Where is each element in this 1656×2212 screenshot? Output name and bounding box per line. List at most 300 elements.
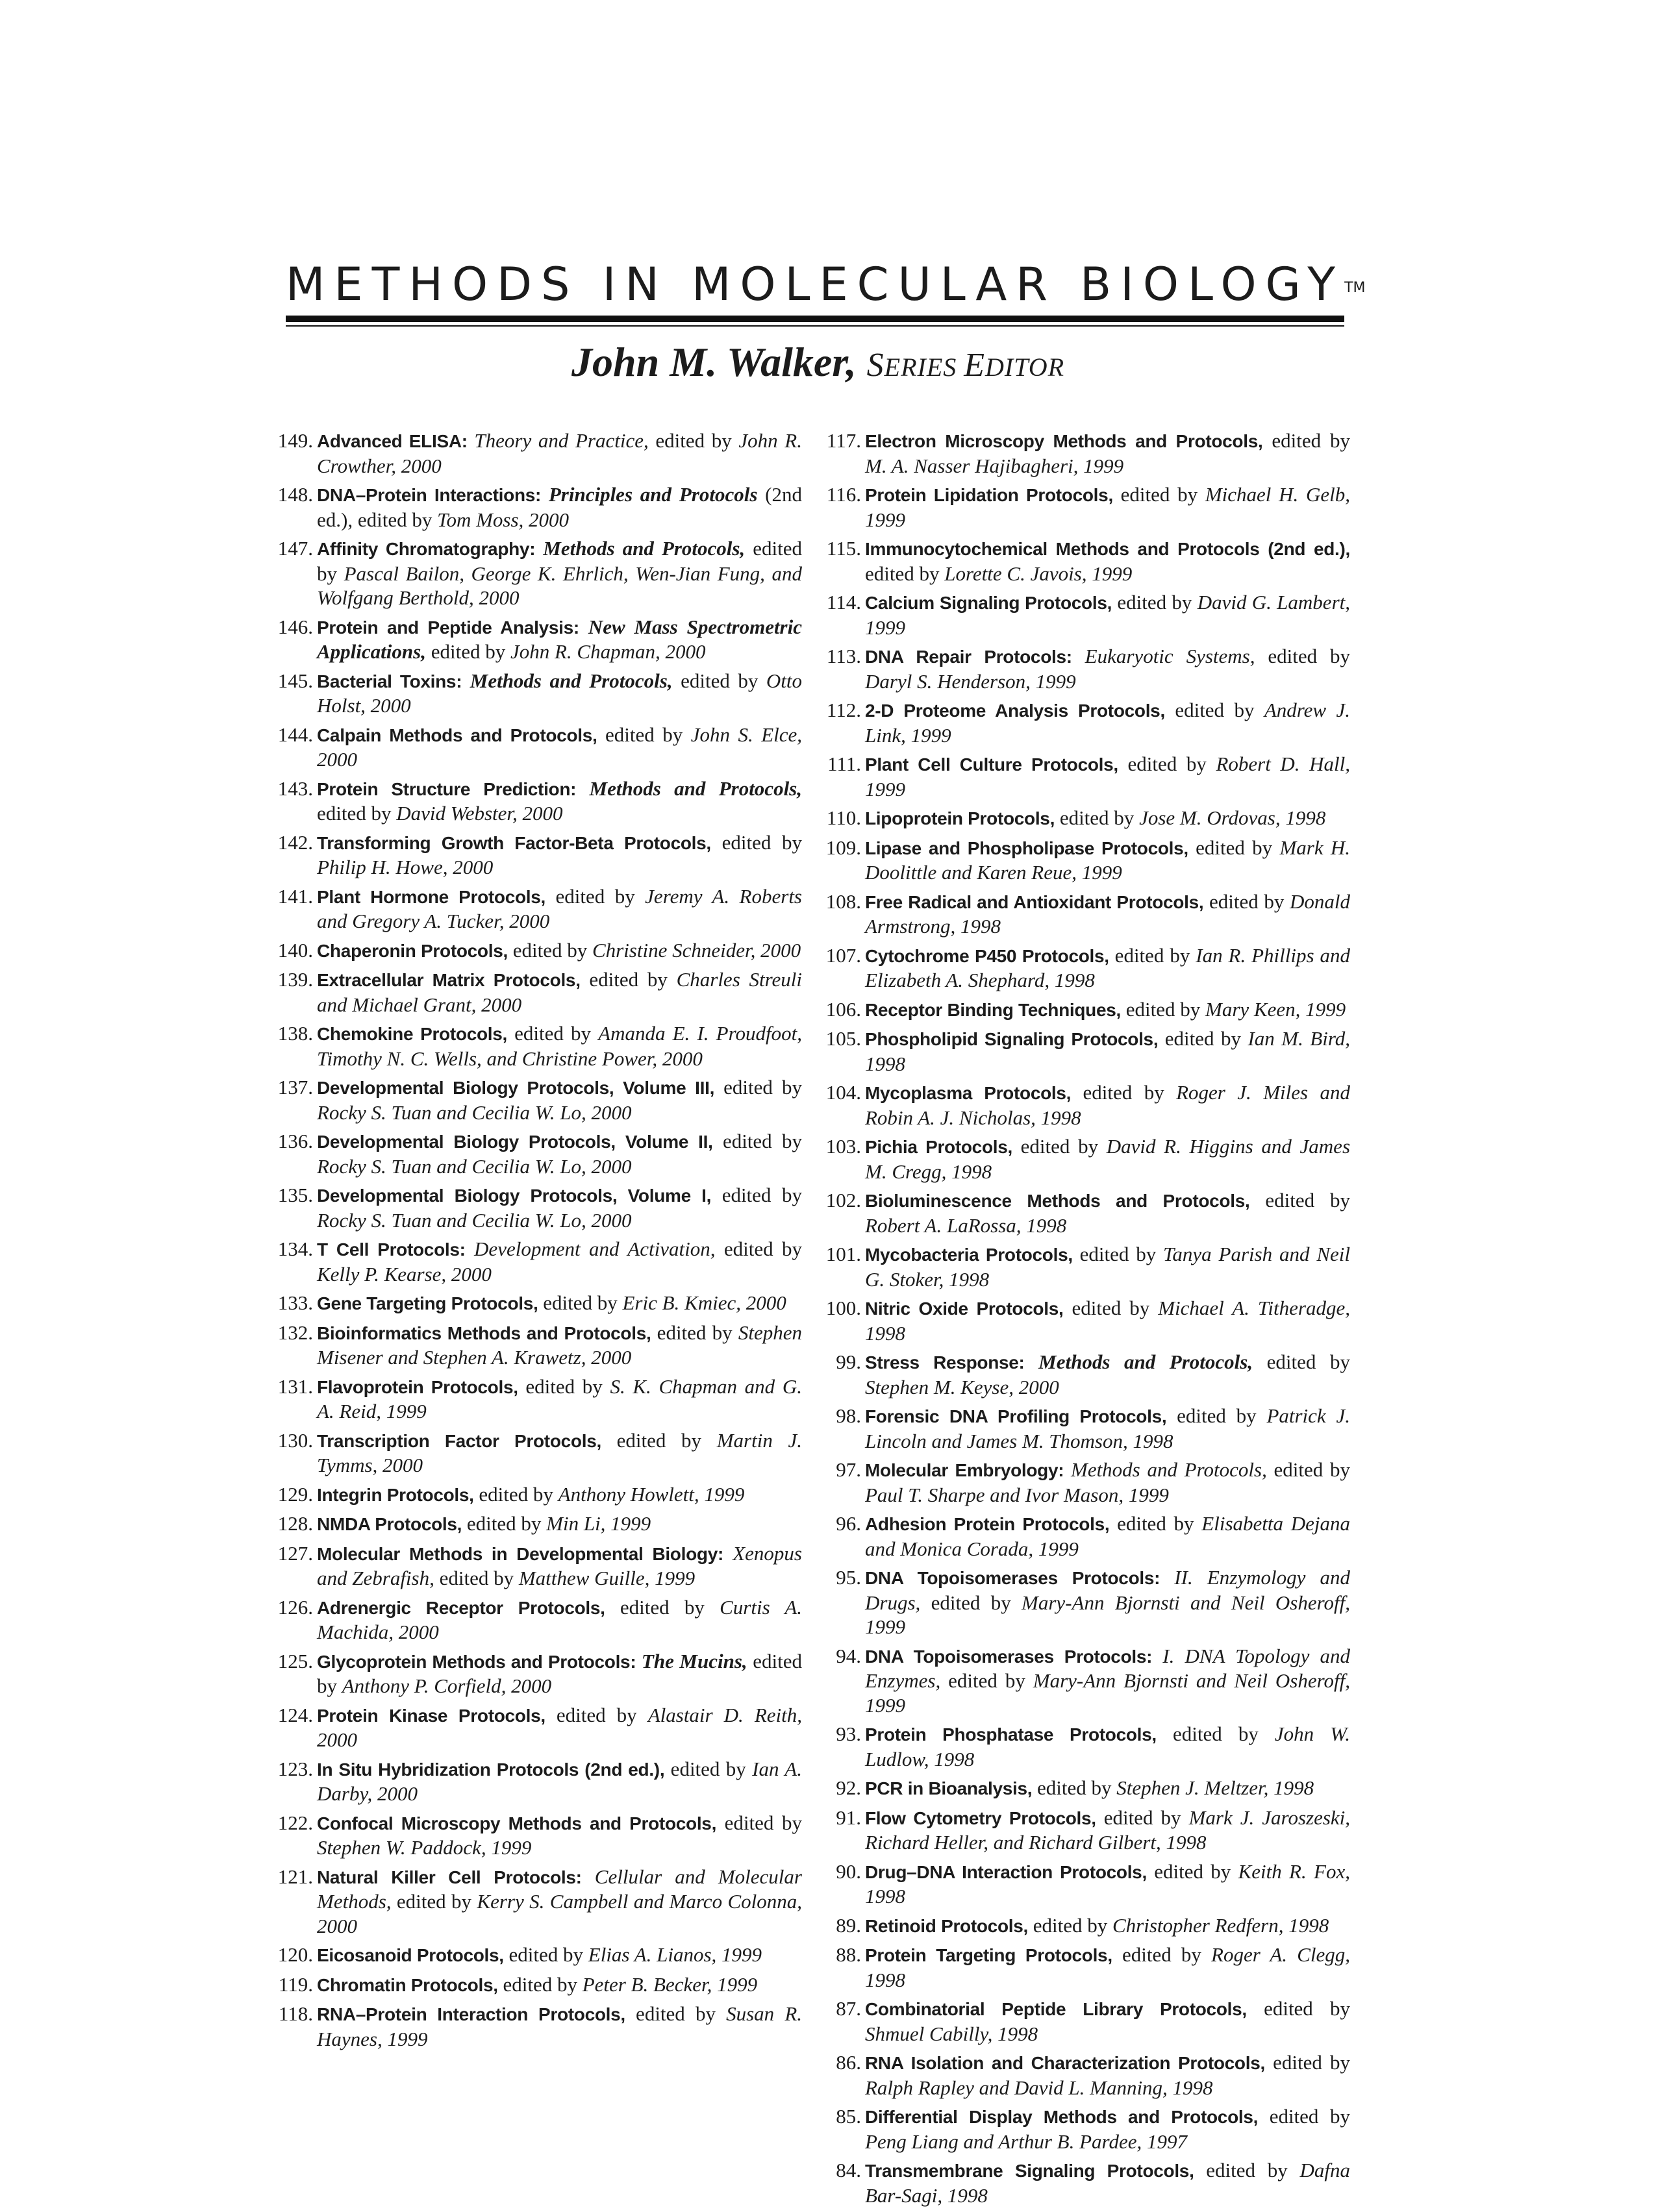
volume-title: Chaperonin Protocols, xyxy=(317,940,508,961)
volume-number: 99. xyxy=(836,1350,861,1373)
volume-title: Plant Cell Culture Protocols, xyxy=(865,754,1118,775)
volume-number: 86. xyxy=(836,2051,861,2074)
volume-title: Developmental Biology Protocols, Volume I, xyxy=(317,1186,712,1206)
series-editor-name: John M. Walker, xyxy=(571,339,857,385)
volume-editors: Stephen W. Paddock, 1999 xyxy=(317,1836,532,1859)
volume-list-item xyxy=(273,1129,802,1178)
edited-by-label: edited by xyxy=(865,562,945,585)
volume-list-item xyxy=(821,1996,1350,2046)
volume-list-item xyxy=(273,1374,802,1424)
volume-title: Phospholipid Signaling Protocols, xyxy=(865,1029,1159,1049)
volume-title: Lipase and Phospholipase Protocols, xyxy=(865,838,1188,858)
volume-list-item xyxy=(273,1291,802,1316)
volume-list-item xyxy=(821,1722,1350,1771)
volume-title: 2-D Proteome Analysis Protocols, xyxy=(865,701,1165,721)
edited-by-label: edited by xyxy=(580,968,677,991)
volume-title: Differential Display Methods and Protocols, xyxy=(865,2107,1259,2127)
volume-editors: David R. Higgins and James M. Cregg, 1998 xyxy=(865,1135,1351,1183)
volume-list-item xyxy=(273,884,802,934)
series-title xyxy=(286,258,1366,311)
volume-editors: Michael A. Titheradge, 1998 xyxy=(865,1297,1350,1345)
volume-editors: Jeremy A. Roberts and Gregory A. Tucker, 2000 xyxy=(317,884,802,932)
volume-list-item xyxy=(821,1913,1350,1939)
volume-list-item xyxy=(273,1237,802,1286)
volume-editors: Anthony Howlett, 1999 xyxy=(558,1482,745,1506)
volume-number: 124. xyxy=(277,1703,313,1726)
volume-editors: Michael H. Gelb, 1999 xyxy=(865,483,1350,531)
volume-editors: Rocky S. Tuan and Cecilia W. Lo, 2000 xyxy=(317,1154,632,1178)
edited-by-label: edited by xyxy=(1096,1806,1189,1829)
volume-subtitle-italic: Cellular and Molecular Methods, xyxy=(317,1865,802,1913)
volume-list-item xyxy=(273,1703,802,1752)
volume-list-item xyxy=(273,615,802,664)
edited-by-label: edited by xyxy=(1112,591,1198,614)
volume-list-item xyxy=(273,1972,802,1998)
volume-list-item xyxy=(821,997,1350,1023)
volume-list-item xyxy=(821,1026,1350,1076)
edited-by-label: edited by xyxy=(518,1374,610,1398)
volume-editors: John S. Elce, 2000 xyxy=(317,723,803,771)
volume-title: Mycobacteria Protocols, xyxy=(865,1245,1073,1265)
edited-by-label: edited by xyxy=(1071,1081,1177,1104)
volume-list-item xyxy=(821,2104,1350,2154)
volume-list-right-column xyxy=(821,429,1350,2212)
edited-by-label: edited by xyxy=(1109,1512,1202,1535)
volume-list-item xyxy=(821,1296,1350,1345)
header-rule-thin xyxy=(286,325,1344,327)
edited-by-label: edited by xyxy=(710,830,802,854)
volume-number: 140. xyxy=(277,938,313,962)
volume-subtitle-italic: Theory and Practice, xyxy=(467,429,649,452)
volume-number: 105. xyxy=(825,1027,861,1050)
volume-number: 90. xyxy=(836,1859,861,1883)
volume-editors: Dafna Bar-Sagi, 1998 xyxy=(865,2159,1351,2207)
volume-editors: Min Li, 1999 xyxy=(546,1512,651,1535)
volume-editors: Paul T. Sharpe and Ivor Mason, 1999 xyxy=(865,1483,1169,1506)
edited-by-label: edited by xyxy=(1063,1297,1159,1319)
volume-editors: Tom Moss, 2000 xyxy=(437,508,570,531)
volume-title: Integrin Protocols, xyxy=(317,1484,474,1505)
volume-title: Free Radical and Antioxidant Protocols, xyxy=(865,891,1204,912)
volume-title: T Cell Protocols: xyxy=(317,1239,466,1260)
volume-number: 112. xyxy=(826,699,861,721)
volume-list-item xyxy=(273,1183,802,1232)
volume-number: 89. xyxy=(836,1913,861,1937)
volume-number: 135. xyxy=(277,1184,313,1206)
volume-editors: Daryl S. Henderson, 1999 xyxy=(865,669,1076,693)
volume-editors: Philip H. Howe, 2000 xyxy=(317,856,494,878)
edited-by-label: edited by xyxy=(597,723,691,746)
edited-by-label: edited by xyxy=(716,1811,802,1834)
volume-title: Cytochrome P450 Protocols, xyxy=(865,945,1109,966)
volume-title: Drug–DNA Interaction Protocols, xyxy=(865,1861,1147,1882)
edited-by-label: edited by xyxy=(672,669,766,692)
volume-editors: Christopher Redfern, 1998 xyxy=(1112,1913,1329,1937)
volume-list-item xyxy=(821,1511,1350,1561)
volume-editors: Rocky S. Tuan and Cecilia W. Lo, 2000 xyxy=(317,1100,632,1124)
edited-by-label: edited by xyxy=(497,1972,583,1996)
volume-editors: Amanda E. I. Proudfoot, Timothy N. C. Wells, and Christine Power, 2000 xyxy=(317,1022,802,1070)
volume-subtitle-italic: Xenopus and Zebrafish, xyxy=(317,1541,802,1589)
volume-editors: Ian M. Bird, 1998 xyxy=(865,1027,1350,1075)
volume-title: DNA Topoisomerases Protocols: xyxy=(865,1646,1153,1667)
volume-title: Extracellular Matrix Protocols, xyxy=(317,970,581,990)
volume-editors: Stephen Misener and Stephen A. Krawetz, 2000 xyxy=(317,1321,803,1369)
volume-subtitle-italic: I. DNA Topology and Enzymes, xyxy=(865,1644,1351,1692)
volume-number: 115. xyxy=(826,537,861,560)
volume-title: Protein Lipidation Protocols, xyxy=(865,485,1113,505)
volume-number: 143. xyxy=(277,777,313,800)
volume-title: Advanced ELISA: xyxy=(317,431,468,451)
volume-list-item xyxy=(273,1943,802,1968)
volume-list-item xyxy=(273,1428,802,1478)
volume-editors: Ian R. Phillips and Elizabeth A. Shephard, 1998 xyxy=(865,943,1350,991)
volume-editors: David Webster, 2000 xyxy=(396,802,563,825)
edited-by-label: edited by xyxy=(425,640,510,663)
edited-by-label: edited by xyxy=(1012,1135,1107,1158)
edited-by-label: edited by xyxy=(391,1890,477,1913)
volume-subtitle: New Mass Spectrometric Applications, xyxy=(317,615,802,663)
volume-editors: David G. Lambert, 1999 xyxy=(865,591,1350,639)
volume-number: 149. xyxy=(277,429,313,452)
edited-by-label: edited by xyxy=(317,537,802,585)
volume-title: Molecular Embryology: xyxy=(865,1460,1064,1480)
volume-title: Developmental Biology Protocols, Volume III, xyxy=(317,1078,715,1098)
edited-by-label: edited by xyxy=(507,1022,599,1045)
edited-by-label: edited by xyxy=(1027,1913,1112,1937)
volume-list-item xyxy=(273,723,802,772)
edited-by-label: edited by xyxy=(1156,1722,1275,1745)
volume-subtitle-italic: Development and Activation, xyxy=(465,1237,716,1260)
volume-editors: Peng Liang and Arthur B. Pardee, 1997 xyxy=(865,2130,1187,2153)
volume-title: Protein Targeting Protocols, xyxy=(865,1945,1112,1965)
volume-number: 142. xyxy=(277,830,313,854)
edited-by-label: edited by xyxy=(1258,2105,1350,2128)
volume-editors: Shmuel Cabilly, 1998 xyxy=(865,2022,1038,2045)
volume-title: Molecular Methods in Developmental Biology: xyxy=(317,1543,723,1564)
edited-by-label: edited by xyxy=(538,1291,623,1314)
edited-by-label: edited by xyxy=(605,1595,720,1619)
volume-subtitle-italic: Methods and Protocols, xyxy=(1064,1458,1267,1481)
edited-by-label: edited by xyxy=(1112,483,1205,506)
volume-editors: Andrew J. Link, 1999 xyxy=(865,699,1351,747)
volume-editors: Kelly P. Kearse, 2000 xyxy=(317,1262,492,1286)
volume-list-item xyxy=(821,2158,1350,2207)
volume-number: 109. xyxy=(825,836,861,859)
volume-number: 127. xyxy=(277,1541,313,1565)
volume-editors: Anthony P. Corfield, 2000 xyxy=(342,1674,552,1697)
volume-list-item xyxy=(821,590,1350,640)
volume-number: 104. xyxy=(825,1081,861,1104)
volume-number: 95. xyxy=(836,1566,861,1589)
edited-by-label: edited by xyxy=(601,1428,717,1452)
volume-list-item xyxy=(821,1806,1350,1855)
volume-title: DNA Topoisomerases Protocols: xyxy=(865,1568,1160,1588)
volume-list-item xyxy=(821,1859,1350,1909)
edited-by-label: edited by xyxy=(317,1649,802,1697)
edited-by-label: (2nd ed.), edited by xyxy=(317,483,803,531)
volume-title: Calpain Methods and Protocols, xyxy=(317,725,597,745)
edited-by-label: edited by xyxy=(507,938,592,962)
volume-number: 126. xyxy=(277,1595,313,1619)
edited-by-label: edited by xyxy=(503,1943,588,1966)
volume-list-item xyxy=(273,830,802,880)
volume-list-item xyxy=(273,429,802,478)
volume-number: 98. xyxy=(836,1404,861,1427)
volume-list-item xyxy=(821,889,1350,939)
volume-editors: M. A. Nasser Hajibagheri, 1999 xyxy=(865,454,1124,477)
volume-editors: Kerry S. Campbell and Marco Colonna, 2000 xyxy=(317,1890,802,1937)
volume-number: 107. xyxy=(825,943,861,967)
volume-list-item xyxy=(273,1757,802,1806)
edited-by-label: edited by xyxy=(1121,997,1206,1021)
volume-number: 134. xyxy=(277,1237,313,1260)
volume-list-item xyxy=(273,1482,802,1508)
volume-title: Calcium Signaling Protocols, xyxy=(865,593,1112,613)
volume-title: Glycoprotein Methods and Protocols: xyxy=(317,1651,636,1672)
volume-editors: Peter B. Becker, 1999 xyxy=(582,1972,758,1996)
volume-list-item xyxy=(821,1134,1350,1184)
volume-number: 136. xyxy=(277,1130,313,1152)
volume-number: 106. xyxy=(825,997,861,1021)
volume-list-item xyxy=(273,482,802,532)
volume-title: Combinatorial Peptide Library Protocols, xyxy=(865,1999,1247,2019)
volume-subtitle: Methods and Protocols, xyxy=(535,537,746,560)
volume-list-item xyxy=(273,938,802,963)
volume-number: 132. xyxy=(277,1321,313,1344)
volume-title: Receptor Binding Techniques, xyxy=(865,999,1122,1020)
volume-list-item xyxy=(273,536,802,610)
edited-by-label: edited by xyxy=(1194,2159,1300,2181)
edited-by-label: edited by xyxy=(1262,429,1350,452)
volume-title: NMDA Protocols, xyxy=(317,1514,462,1534)
volume-number: 148. xyxy=(277,483,313,506)
header-rule-thick xyxy=(286,316,1344,322)
volume-list-item xyxy=(273,1595,802,1645)
volume-number: 100. xyxy=(825,1297,861,1319)
volume-list-item xyxy=(821,1943,1350,1992)
volume-number: 120. xyxy=(277,1943,313,1966)
volume-title: Retinoid Protocols, xyxy=(865,1915,1028,1936)
volume-editors: Robert A. LaRossa, 1998 xyxy=(865,1213,1067,1237)
volume-editors: Roger J. Miles and Robin A. J. Nicholas, 1998 xyxy=(865,1081,1350,1129)
volume-title: PCR in Bioanalysis, xyxy=(865,1778,1033,1798)
edited-by-label: edited by xyxy=(625,2002,727,2025)
edited-by-label: edited by xyxy=(1032,1776,1117,1799)
volume-editors: Ralph Rapley and David L. Manning, 1998 xyxy=(865,2076,1213,2099)
volume-title: Developmental Biology Protocols, Volume II, xyxy=(317,1132,713,1152)
volume-editors: Charles Streuli and Michael Grant, 2000 xyxy=(317,968,802,1016)
edited-by-label: edited by xyxy=(1253,1350,1350,1373)
volume-title: Chemokine Protocols, xyxy=(317,1024,507,1044)
volume-title: Transforming Growth Factor-Beta Protocols, xyxy=(317,832,711,853)
volume-title: Flavoprotein Protocols, xyxy=(317,1376,518,1397)
edited-by-label: edited by xyxy=(545,1703,648,1726)
volume-number: 93. xyxy=(836,1722,861,1745)
volume-title: Stress Response: xyxy=(865,1352,1025,1373)
volume-list-item xyxy=(273,669,802,718)
volume-list-item xyxy=(821,1565,1350,1639)
volume-list-item xyxy=(821,698,1350,747)
volume-editors: Mary Keen, 1999 xyxy=(1205,997,1346,1021)
volume-number: 94. xyxy=(836,1644,861,1667)
volume-title: Transmembrane Signaling Protocols, xyxy=(865,2161,1194,2181)
volume-editors: Patrick J. Lincoln and James M. Thomson, 1998 xyxy=(865,1404,1350,1452)
volume-list-item xyxy=(273,777,802,826)
volume-list-item xyxy=(821,1242,1350,1291)
volume-number: 129. xyxy=(277,1482,313,1506)
edited-by-label: edited by xyxy=(1055,806,1140,829)
volume-number: 117. xyxy=(826,429,861,452)
volume-list-item xyxy=(273,1811,802,1860)
volume-title: DNA–Protein Interactions: xyxy=(317,485,542,505)
volume-number: 131. xyxy=(277,1374,313,1398)
volume-title: Pichia Protocols, xyxy=(865,1137,1012,1157)
volume-editors: Eric B. Kmiec, 2000 xyxy=(622,1291,786,1314)
edited-by-label: edited by xyxy=(715,1237,802,1260)
volume-number: 110. xyxy=(826,806,861,829)
volume-number: 130. xyxy=(277,1428,313,1452)
volume-editors: Elisabetta Dejana and Monica Corada, 1999 xyxy=(865,1512,1350,1560)
volume-list-item xyxy=(273,1075,802,1125)
volume-number: 111. xyxy=(827,752,861,775)
volume-title: Mycoplasma Protocols, xyxy=(865,1083,1072,1103)
volume-editors: Mark H. Doolittle and Karen Reue, 1999 xyxy=(865,836,1350,884)
edited-by-label: edited by xyxy=(651,1321,738,1344)
volume-subtitle: Methods and Protocols, xyxy=(1024,1350,1253,1373)
volume-editors: Rocky S. Tuan and Cecilia W. Lo, 2000 xyxy=(317,1208,632,1232)
edited-by-label: edited by xyxy=(1118,752,1216,775)
volume-editors: Christine Schneider, 2000 xyxy=(592,938,801,962)
volume-number: 122. xyxy=(277,1811,313,1834)
volume-title: Protein and Peptide Analysis: xyxy=(317,617,579,638)
series-editor-role: SERIES EDITOR xyxy=(866,347,1065,384)
volume-editors: John W. Ludlow, 1998 xyxy=(865,1722,1350,1771)
volume-number: 139. xyxy=(277,968,313,991)
volume-title: RNA–Protein Interaction Protocols, xyxy=(317,2004,625,2024)
edited-by-label: edited by xyxy=(711,1184,802,1206)
volume-subtitle-italic: II. Enzymology and Drugs, xyxy=(865,1566,1350,1614)
volume-title: Plant Hormone Protocols, xyxy=(317,886,546,907)
volume-editors: Roger A. Clegg, 1998 xyxy=(865,1943,1350,1991)
volume-number: 92. xyxy=(836,1776,861,1799)
volume-title: DNA Repair Protocols: xyxy=(865,647,1072,667)
volume-title: Protein Structure Prediction: xyxy=(317,778,577,799)
volume-editors: S. K. Chapman and G. A. Reid, 1999 xyxy=(317,1374,802,1423)
volume-list-item xyxy=(821,943,1350,993)
edited-by-label: edited by xyxy=(1166,1404,1267,1427)
edited-by-label: edited by xyxy=(317,802,397,825)
volume-number: 128. xyxy=(277,1512,313,1535)
volume-subtitle: Principles and Protocols xyxy=(541,483,758,506)
volume-list-item xyxy=(821,1404,1350,1453)
volume-subtitle: Methods and Protocols, xyxy=(576,777,802,800)
volume-list-item xyxy=(273,1021,802,1071)
volume-list-item xyxy=(273,1865,802,1939)
volume-editors: Curtis A. Machida, 2000 xyxy=(317,1595,803,1643)
volume-title: In Situ Hybridization Protocols (2nd ed.), xyxy=(317,1759,665,1780)
volume-title: Confocal Microscopy Methods and Protocols, xyxy=(317,1813,717,1833)
edited-by-label: edited by xyxy=(1158,1027,1248,1050)
volume-number: 141. xyxy=(277,884,313,908)
edited-by-label: edited by xyxy=(434,1567,519,1589)
volume-title: Electron Microscopy Methods and Protocols, xyxy=(865,431,1263,451)
volume-editors: Mary-Ann Bjornsti and Neil Osheroff, 1999 xyxy=(865,1591,1350,1638)
volume-list-item xyxy=(821,806,1350,831)
volume-title: RNA Isolation and Characterization Protocols, xyxy=(865,2053,1265,2073)
volume-editors: Stephen M. Keyse, 2000 xyxy=(865,1375,1059,1398)
edited-by-label: edited by xyxy=(1246,1997,1351,2020)
volume-list-item xyxy=(821,482,1350,532)
volume-number: 123. xyxy=(277,1757,313,1780)
volume-list-item xyxy=(821,1350,1350,1399)
edited-by-label: edited by xyxy=(1109,943,1196,967)
edited-by-label: edited by xyxy=(473,1482,558,1506)
volume-list-item xyxy=(821,1188,1350,1237)
volume-title: Protein Kinase Protocols, xyxy=(317,1705,546,1726)
volume-list-item xyxy=(821,752,1350,801)
volume-number: 125. xyxy=(277,1649,313,1672)
volume-number: 113. xyxy=(826,645,861,667)
volume-number: 96. xyxy=(836,1512,861,1535)
edited-by-label: edited by xyxy=(1266,1458,1350,1481)
volume-title: Bacterial Toxins: xyxy=(317,671,462,691)
edited-by-label: edited by xyxy=(1112,1943,1212,1966)
volume-number: 138. xyxy=(277,1022,313,1045)
volume-number: 118. xyxy=(278,2002,313,2025)
volume-editors: John R. Chapman, 2000 xyxy=(510,640,706,663)
series-title-text: METHODS IN MOLECULAR BIOLOGY xyxy=(286,258,1345,311)
edited-by-label: edited by xyxy=(1164,699,1264,721)
volume-list-item xyxy=(821,1458,1350,1507)
volume-editors: Mark J. Jaroszeski, Richard Heller, and Richard Gilbert, 1998 xyxy=(865,1806,1351,1854)
edited-by-label: edited by xyxy=(462,1512,547,1535)
volume-editors: Robert D. Hall, 1999 xyxy=(865,752,1351,801)
edited-by-label: edited by xyxy=(1264,2051,1350,2074)
volume-editors: Stephen J. Meltzer, 1998 xyxy=(1116,1776,1314,1799)
edited-by-label: edited by xyxy=(1249,1189,1350,1212)
volume-list-item xyxy=(821,1080,1350,1130)
edited-by-label: edited by xyxy=(1146,1859,1238,1883)
volume-editors: Susan R. Haynes, 1999 xyxy=(317,2002,803,2050)
volume-number: 101. xyxy=(825,1243,861,1265)
volume-number: 147. xyxy=(277,537,313,560)
volume-editors: Mary-Ann Bjornsti and Neil Osheroff, 1999 xyxy=(865,1669,1350,1717)
volume-editors: Jose M. Ordovas, 1998 xyxy=(1139,806,1326,829)
volume-list-item xyxy=(273,1649,802,1698)
edited-by-label: edited by xyxy=(920,1591,1022,1614)
volume-number: 116. xyxy=(826,483,861,506)
volume-editors: John R. Crowther, 2000 xyxy=(317,429,802,477)
volume-number: 119. xyxy=(278,1972,313,1996)
edited-by-label: edited by xyxy=(940,1669,1033,1692)
volume-number: 146. xyxy=(277,615,313,638)
volume-number: 137. xyxy=(277,1076,313,1099)
edited-by-label: edited by xyxy=(1255,645,1350,667)
volume-title: Affinity Chromatography: xyxy=(317,539,536,559)
volume-title: Flow Cytometry Protocols, xyxy=(865,1808,1096,1828)
volume-title: Forensic DNA Profiling Protocols, xyxy=(865,1406,1167,1426)
volume-number: 84. xyxy=(836,2159,861,2181)
volume-title: Adrenergic Receptor Protocols, xyxy=(317,1597,605,1618)
volume-list-item xyxy=(821,536,1350,586)
edited-by-label: edited by xyxy=(648,429,739,452)
volume-title: Transcription Factor Protocols, xyxy=(317,1430,601,1451)
volume-editors: Otto Holst, 2000 xyxy=(317,669,803,717)
volume-editors: Elias A. Lianos, 1999 xyxy=(588,1943,762,1966)
edited-by-label: edited by xyxy=(546,884,646,908)
volume-number: 121. xyxy=(277,1865,313,1888)
